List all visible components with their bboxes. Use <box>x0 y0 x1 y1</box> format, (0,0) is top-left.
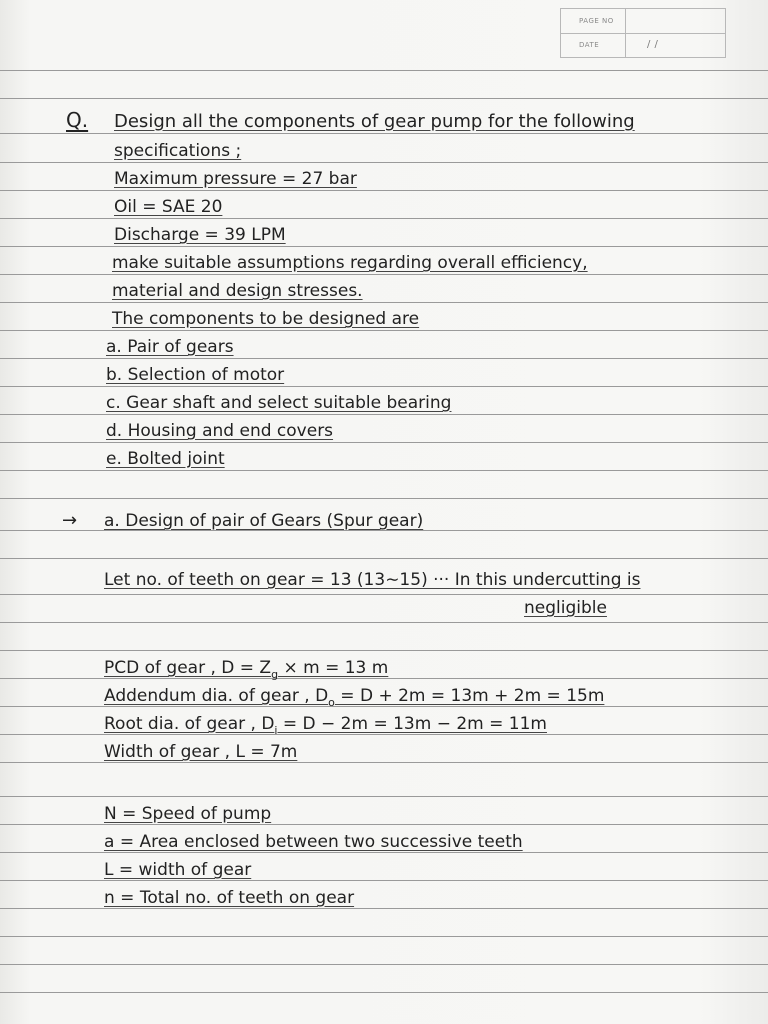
question-line-3: Maximum pressure = 27 bar <box>114 169 357 189</box>
page-no-row <box>561 9 725 34</box>
ruled-line <box>0 706 768 707</box>
ruled-line <box>0 594 768 595</box>
question-line-4: Oil = SAE 20 <box>114 197 223 217</box>
question-marker: Q. <box>66 108 89 132</box>
ruled-line <box>0 650 768 651</box>
ruled-line <box>0 246 768 247</box>
addendum-formula-post: = D + 2m = 13m + 2m = 15m <box>334 686 605 706</box>
page-no-label: PAGE NO <box>579 17 614 25</box>
question-line-13: e. Bolted joint <box>106 449 225 469</box>
pcd-formula-sub: g <box>271 668 279 681</box>
ruled-line <box>0 302 768 303</box>
question-line-1: Design all the components of gear pump for the following <box>114 111 635 132</box>
ruled-line <box>0 162 768 163</box>
page-header-box <box>560 8 726 58</box>
ruled-line <box>0 414 768 415</box>
root-formula-post: = D − 2m = 13m − 2m = 11m <box>277 714 547 734</box>
definition-area: a = Area enclosed between two successive teeth <box>104 832 523 852</box>
question-line-5: Discharge = 39 LPM <box>114 225 286 245</box>
root-formula-sub: i <box>274 724 278 737</box>
definition-width: L = width of gear <box>104 860 252 880</box>
ruled-line <box>0 98 768 99</box>
ruled-line <box>0 274 768 275</box>
date-value: / / <box>647 39 659 50</box>
question-line-11: c. Gear shaft and select suitable bearing <box>106 393 452 413</box>
ruled-line <box>0 330 768 331</box>
addendum-formula-pre: Addendum dia. of gear , D <box>104 686 329 706</box>
ruled-line <box>0 796 768 797</box>
definition-teeth: n = Total no. of teeth on gear <box>104 888 355 908</box>
ruled-line <box>0 442 768 443</box>
question-line-2: specifications ; <box>114 141 242 161</box>
pcd-formula <box>104 658 389 681</box>
ruled-line <box>0 190 768 191</box>
teeth-assumption: Let no. of teeth on gear = 13 (13∼15) ··· In this undercutting is <box>104 570 641 590</box>
ruled-line <box>0 936 768 937</box>
pcd-formula-post: × m = 13 m <box>278 658 389 678</box>
question-line-7: material and design stresses. <box>112 281 363 301</box>
ruled-line <box>0 852 768 853</box>
root-formula <box>104 714 547 737</box>
page-no-divider <box>625 9 626 33</box>
question-line-6: make suitable assumptions regarding overall efficiency, <box>112 253 588 273</box>
ruled-line <box>0 908 768 909</box>
date-row <box>561 33 725 57</box>
question-line-10: b. Selection of motor <box>106 365 285 385</box>
pcd-formula-pre: PCD of gear , D = Z <box>104 658 272 678</box>
root-formula-pre: Root dia. of gear , D <box>104 714 275 734</box>
section-a-heading: a. Design of pair of Gears (Spur gear) <box>104 511 424 531</box>
ruled-line <box>0 358 768 359</box>
ruled-line <box>0 762 768 763</box>
ruled-line <box>0 70 768 71</box>
addendum-formula-sub: o <box>328 696 335 709</box>
ruled-line <box>0 133 768 134</box>
ruled-line <box>0 964 768 965</box>
ruled-line <box>0 470 768 471</box>
addendum-formula <box>104 686 605 709</box>
date-divider <box>625 33 626 57</box>
ruled-line <box>0 880 768 881</box>
question-line-9: a. Pair of gears <box>106 337 234 357</box>
ruled-line <box>0 498 768 499</box>
width-formula: Width of gear , L = 7m <box>104 742 298 762</box>
ruled-line <box>0 734 768 735</box>
date-label: DATE <box>579 41 600 49</box>
ruled-line <box>0 678 768 679</box>
ruled-line <box>0 622 768 623</box>
ruled-line <box>0 218 768 219</box>
ruled-line <box>0 386 768 387</box>
ruled-line <box>0 824 768 825</box>
question-line-12: d. Housing and end covers <box>106 421 334 441</box>
teeth-assumption-cont: negligible <box>524 598 607 618</box>
ruled-line <box>0 992 768 993</box>
ruled-line <box>0 558 768 559</box>
question-line-8: The components to be designed are <box>112 309 420 329</box>
arrow-icon: → <box>62 510 78 531</box>
definition-speed: N = Speed of pump <box>104 804 272 824</box>
